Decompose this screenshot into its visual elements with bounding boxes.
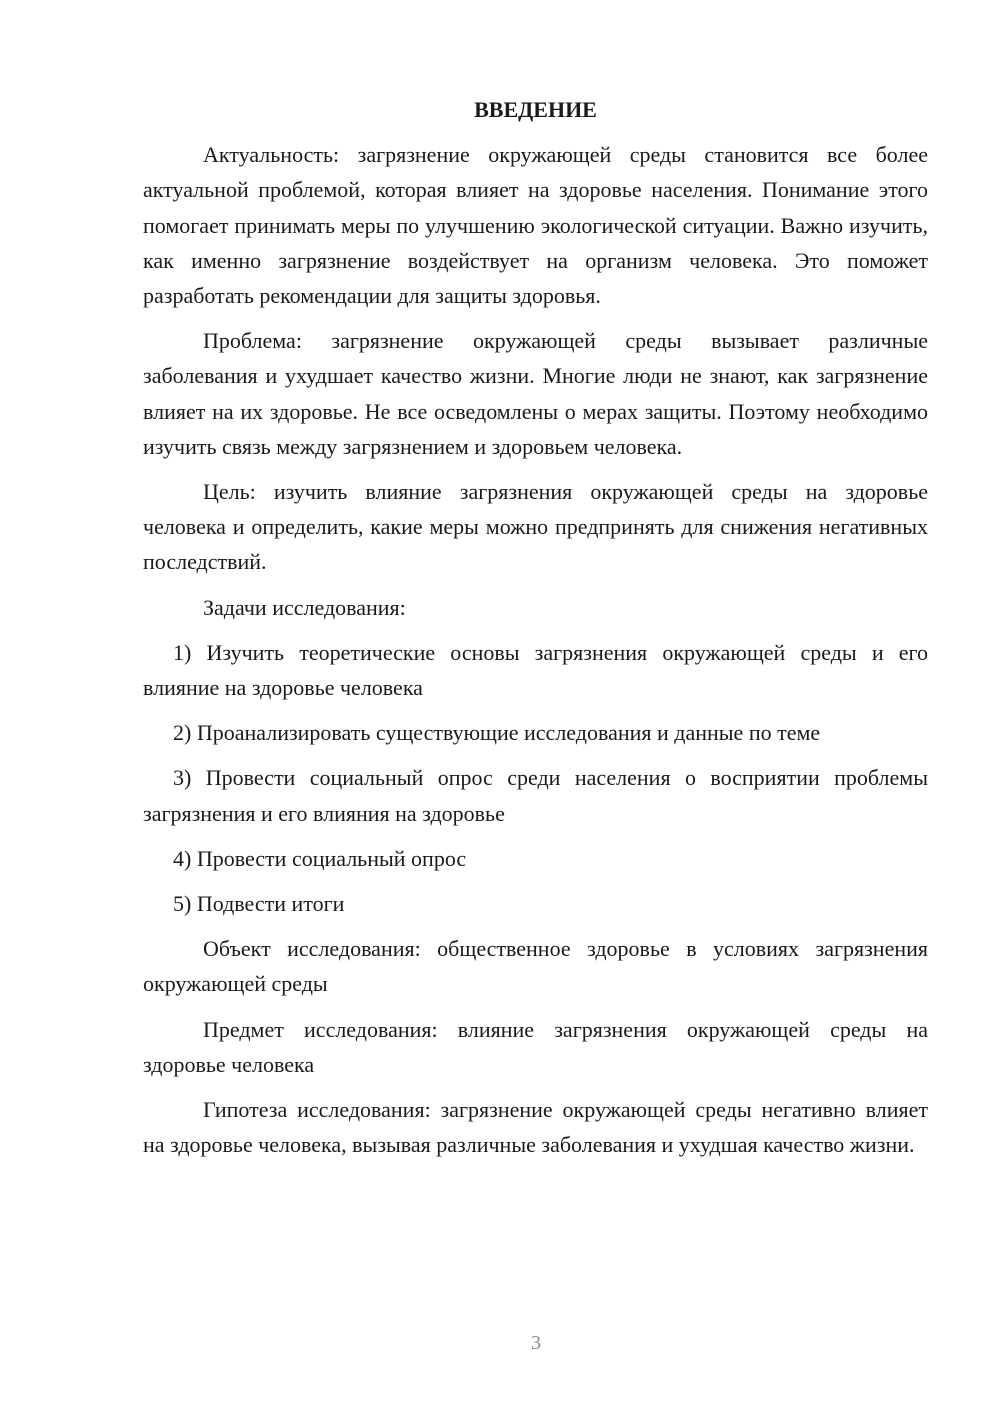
list-item: 2) Проанализировать существующие исследования и данные по теме	[173, 720, 821, 746]
paragraph-hypothesis: Гипотеза исследования: загрязнение окружающей среды негативно влияет на здоровье человека, вызывая различные заболевания и ухудшая качество жизни.	[143, 1097, 928, 1158]
paragraph-tasks-heading: Задачи исследования:	[203, 594, 406, 620]
tasks-list	[143, 635, 928, 921]
list-item: 3) Провести социальный опрос среди населения о восприятии проблемы загрязнения и его влияния на здоровье	[143, 765, 928, 826]
document-page	[143, 92, 928, 1172]
paragraph-relevance: Актуальность: загрязнение окружающей среды становится все более актуальной проблемой, которая влияет на здоровье населения. Понимание этого помогает принимать меры по улучшению экологической ситуации. Важно изучить, как именно загрязнение воздействует на организм человека. Это поможет разработать рекомендации для защиты здоровья.	[143, 142, 928, 309]
page-title: ВВЕДЕНИЕ	[474, 97, 597, 122]
paragraph-goal: Цель: изучить влияние загрязнения окружающей среды на здоровье человека и определить, какие меры можно предпринять для снижения негативных последствий.	[143, 479, 928, 575]
page-number: 3	[531, 1332, 541, 1354]
paragraph-subject: Предмет исследования: влияние загрязнения окружающей среды на здоровье человека	[143, 1016, 928, 1077]
paragraph-problem: Проблема: загрязнение окружающей среды вызывает различные заболевания и ухудшает качество жизни. Многие люди не знают, как загрязнение влияет на их здоровье. Не все осведомлены о мерах защиты. Поэтому необходимо изучить связь между загрязнением и здоровьем человека.	[143, 328, 928, 459]
list-item: 4) Провести социальный опрос	[173, 845, 467, 871]
list-item: 5) Подвести итоги	[173, 891, 345, 917]
list-item: 1) Изучить теоретические основы загрязнения окружающей среды и его влияние на здоровье человека	[143, 639, 928, 701]
paragraph-object: Объект исследования: общественное здоровье в условиях загрязнения окружающей среды	[143, 936, 928, 997]
